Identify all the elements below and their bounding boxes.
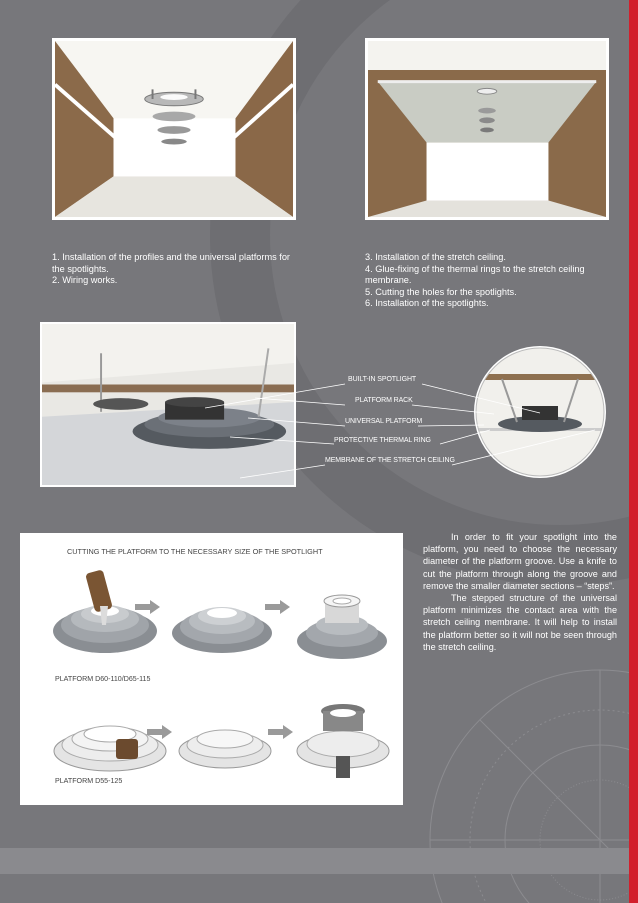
- callout-platform-rack: PLATFORM RACK: [355, 397, 413, 404]
- caption-step-6: 6. Installation of the spotlights.: [365, 298, 489, 308]
- platform-closeup-photo: [40, 322, 296, 487]
- arrow-icon: [135, 600, 160, 614]
- caption-step-5: 5. Cutting the holes for the spotlights.: [365, 286, 517, 297]
- callout-universal-platform: UNIVERSAL PLATFORM: [345, 418, 423, 425]
- caption-step-2: 2. Wiring works.: [52, 275, 118, 285]
- accent-strip: [629, 0, 638, 903]
- arrow-icon: [268, 725, 293, 739]
- platform-label-d60: PLATFORM D60-110/D65-115: [55, 675, 151, 683]
- caption-right: [365, 252, 615, 310]
- platform-description: [423, 531, 617, 653]
- callout-membrane: MEMBRANE OF THE STRETCH CEILING: [325, 457, 455, 464]
- caption-step-3: 3. Installation of the stretch ceiling.: [365, 252, 506, 262]
- platform-rings-illustration: [172, 607, 272, 653]
- platform-detail-circle: [472, 344, 608, 480]
- white-platform-illustration: [179, 730, 271, 768]
- platform-with-knife-illustration: [53, 569, 157, 653]
- installation-photo-profiles: [52, 38, 296, 220]
- caption-step-4: 4. Glue-fixing of the thermal rings to the stretch ceiling membrane.: [365, 263, 585, 285]
- caption-step-1-2: 1. Installation of the profiles and the universal platforms for the spotlights.: [52, 252, 290, 274]
- footer-band: [0, 848, 629, 874]
- callout-built-in-spotlight: BUILT-IN SPOTLIGHT: [348, 376, 417, 383]
- callout-protective-thermal-ring: PROTECTIVE THERMAL RING: [334, 437, 431, 444]
- cutting-instructions-panel: [20, 533, 403, 805]
- description-paragraph-1: In order to fit your spotlight into the platform, you need to choose the necessary diameter of the platform groove. Use a knife to cut the platform through along the groove and remove the smaller diameter sections – “steps”.: [423, 532, 617, 591]
- white-platform-spotlight-illustration: [297, 704, 389, 778]
- panel-title: CUTTING THE PLATFORM TO THE NECESSARY SIZE OF THE SPOTLIGHT: [67, 547, 323, 556]
- platform-with-spotlight-illustration: [297, 595, 387, 659]
- platform-label-d55: PLATFORM D55-125: [55, 777, 123, 785]
- installation-photo-stretch-ceiling: [365, 38, 609, 220]
- arrow-icon: [265, 600, 290, 614]
- caption-left: [52, 252, 292, 287]
- description-paragraph-2: The stepped structure of the universal platform minimizes the contact area with the stretch ceiling membrane. It will help to install the platform better so it will not be seen through the stretch ceiling.: [423, 593, 617, 652]
